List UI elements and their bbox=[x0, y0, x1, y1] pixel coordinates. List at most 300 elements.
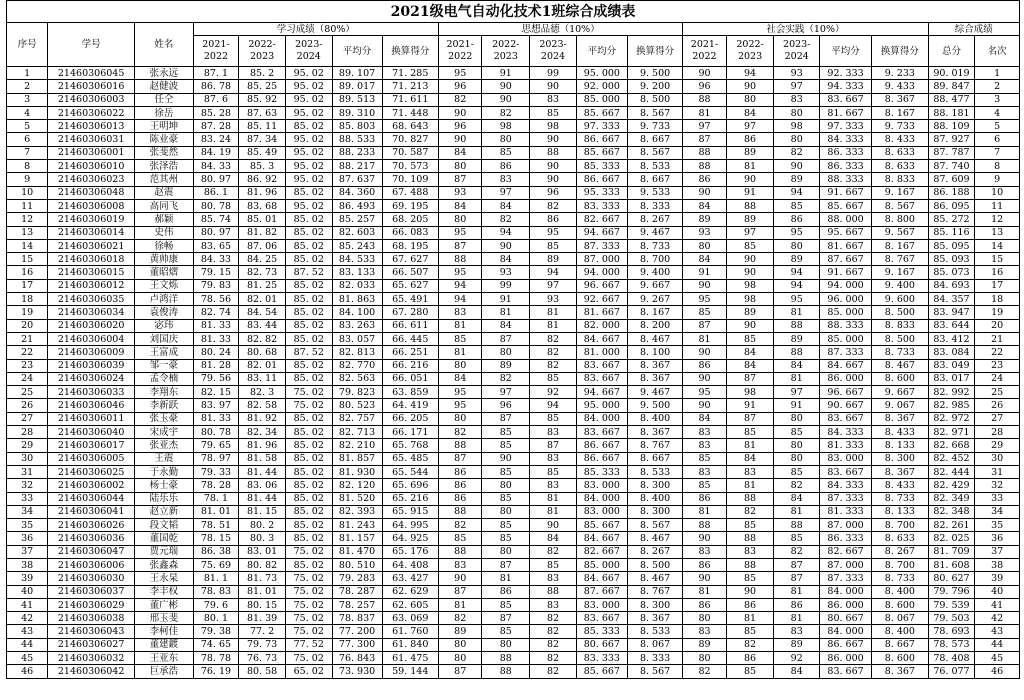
header-student-id: 学号 bbox=[48, 23, 135, 67]
cell-moral-avg: 84. 667 bbox=[576, 532, 627, 545]
cell-social-conv: 8. 633 bbox=[872, 146, 929, 159]
cell-social-conv: 8. 133 bbox=[872, 439, 929, 452]
cell-seq: 13 bbox=[7, 226, 48, 239]
cell-total-score: 86. 188 bbox=[928, 186, 975, 199]
cell-seq: 37 bbox=[7, 545, 48, 558]
cell-social-y2: 94 bbox=[726, 67, 774, 80]
cell-seq: 43 bbox=[7, 625, 48, 638]
cell-student-id: 21460306026 bbox=[48, 519, 135, 532]
cell-study-avg: 82. 813 bbox=[332, 346, 382, 359]
cell-study-y3: 95. 02 bbox=[285, 133, 332, 146]
cell-social-y2: 87 bbox=[726, 372, 774, 385]
cell-rank: 46 bbox=[975, 665, 1020, 678]
cell-rank: 16 bbox=[975, 266, 1020, 279]
cell-moral-y1: 82 bbox=[439, 426, 482, 439]
cell-study-avg: 80. 510 bbox=[332, 558, 382, 571]
cell-study-y1: 80. 24 bbox=[193, 346, 239, 359]
cell-moral-y3: 82 bbox=[530, 665, 577, 678]
cell-study-avg: 84. 533 bbox=[332, 253, 382, 266]
cell-study-y2: 84. 54 bbox=[239, 306, 286, 319]
cell-moral-y1: 88 bbox=[439, 253, 482, 266]
cell-name: 陆乐乐 bbox=[135, 492, 194, 505]
cell-social-y2: 86 bbox=[726, 598, 774, 611]
cell-moral-y2: 80 bbox=[482, 133, 530, 146]
cell-social-avg: 94. 000 bbox=[820, 279, 872, 292]
cell-study-y1: 78. 56 bbox=[193, 293, 239, 306]
cell-seq: 19 bbox=[7, 306, 48, 319]
cell-moral-y1: 88 bbox=[439, 545, 482, 558]
cell-study-y1: 86. 78 bbox=[193, 80, 239, 93]
cell-moral-avg: 94. 000 bbox=[576, 266, 627, 279]
cell-moral-avg: 83. 667 bbox=[576, 426, 627, 439]
cell-moral-y1: 88 bbox=[439, 505, 482, 518]
cell-moral-avg: 82. 667 bbox=[576, 545, 627, 558]
cell-moral-avg: 83. 667 bbox=[576, 359, 627, 372]
cell-rank: 45 bbox=[975, 652, 1020, 665]
cell-social-y3: 86 bbox=[774, 213, 820, 226]
cell-social-y2: 98 bbox=[726, 279, 774, 292]
cell-social-conv: 8. 367 bbox=[872, 465, 929, 478]
cell-social-y3: 89 bbox=[774, 253, 820, 266]
cell-name: 张斐然 bbox=[135, 146, 194, 159]
cell-student-id: 21460306040 bbox=[48, 426, 135, 439]
cell-social-avg: 82. 667 bbox=[820, 545, 872, 558]
cell-study-conv: 66. 445 bbox=[382, 332, 439, 345]
cell-moral-y2: 88 bbox=[482, 665, 530, 678]
cell-social-y1: 80 bbox=[683, 239, 726, 252]
cell-study-conv: 63. 859 bbox=[382, 386, 439, 399]
cell-social-conv: 8. 067 bbox=[872, 612, 929, 625]
cell-moral-avg: 95. 000 bbox=[576, 399, 627, 412]
cell-study-y2: 81. 58 bbox=[239, 452, 286, 465]
cell-social-avg: 85. 000 bbox=[820, 306, 872, 319]
cell-moral-conv: 8. 267 bbox=[627, 545, 682, 558]
cell-rank: 21 bbox=[975, 332, 1020, 345]
cell-moral-y1: 96 bbox=[439, 80, 482, 93]
cell-social-y1: 91 bbox=[683, 266, 726, 279]
cell-moral-y3: 89 bbox=[530, 253, 577, 266]
cell-study-y1: 79. 65 bbox=[193, 439, 239, 452]
cell-study-conv: 65. 176 bbox=[382, 545, 439, 558]
header-study-group: 学习成绩（80%） bbox=[193, 23, 438, 36]
cell-study-y1: 78. 15 bbox=[193, 532, 239, 545]
cell-moral-avg: 83. 000 bbox=[576, 479, 627, 492]
cell-social-y3: 82 bbox=[774, 146, 820, 159]
cell-study-y1: 79. 15 bbox=[193, 266, 239, 279]
cell-moral-y2: 90 bbox=[482, 93, 530, 106]
cell-student-id: 21460306014 bbox=[48, 226, 135, 239]
cell-seq: 10 bbox=[7, 186, 48, 199]
cell-social-conv: 8. 167 bbox=[872, 106, 929, 119]
cell-study-avg: 85. 803 bbox=[332, 120, 382, 133]
cell-seq: 3 bbox=[7, 93, 48, 106]
cell-study-y3: 85. 02 bbox=[285, 332, 332, 345]
cell-moral-y3: 98 bbox=[530, 120, 577, 133]
cell-study-y1: 81. 01 bbox=[193, 505, 239, 518]
table-row bbox=[7, 638, 1020, 651]
cell-social-conv: 8. 800 bbox=[872, 213, 929, 226]
cell-moral-y3: 96 bbox=[530, 186, 577, 199]
cell-study-avg: 84. 100 bbox=[332, 306, 382, 319]
cell-seq: 7 bbox=[7, 146, 48, 159]
cell-study-y1: 80. 78 bbox=[193, 199, 239, 212]
cell-study-y2: 82. 01 bbox=[239, 293, 286, 306]
cell-name: 赵震 bbox=[135, 186, 194, 199]
cell-social-conv: 9. 233 bbox=[872, 67, 929, 80]
cell-student-id: 21460306041 bbox=[48, 505, 135, 518]
cell-study-y1: 84. 19 bbox=[193, 146, 239, 159]
cell-moral-conv: 8. 500 bbox=[627, 558, 682, 571]
cell-name: 贾元瑞 bbox=[135, 545, 194, 558]
cell-social-y2: 97 bbox=[726, 120, 774, 133]
cell-study-y2: 81. 25 bbox=[239, 279, 286, 292]
cell-study-y3: 75. 02 bbox=[285, 652, 332, 665]
cell-total-score: 83. 049 bbox=[928, 359, 975, 372]
cell-moral-conv: 8. 667 bbox=[627, 452, 682, 465]
header-moral-conv: 换算得分 bbox=[627, 36, 682, 67]
cell-total-score: 82. 971 bbox=[928, 426, 975, 439]
cell-social-conv: 8. 133 bbox=[872, 505, 929, 518]
cell-study-y1: 85. 74 bbox=[193, 213, 239, 226]
cell-seq: 28 bbox=[7, 426, 48, 439]
cell-study-y3: 85. 02 bbox=[285, 412, 332, 425]
cell-moral-y2: 80 bbox=[482, 505, 530, 518]
cell-study-conv: 71. 213 bbox=[382, 80, 439, 93]
cell-social-y1: 80 bbox=[683, 612, 726, 625]
cell-study-avg: 82. 393 bbox=[332, 505, 382, 518]
cell-social-y3: 89 bbox=[774, 638, 820, 651]
header-moral-year-2: 2022- 2023 bbox=[482, 36, 530, 67]
cell-total-score: 85. 095 bbox=[928, 239, 975, 252]
cell-rank: 13 bbox=[975, 226, 1020, 239]
cell-rank: 30 bbox=[975, 452, 1020, 465]
cell-study-conv: 66. 216 bbox=[382, 359, 439, 372]
cell-social-avg: 84. 333 bbox=[820, 133, 872, 146]
cell-social-avg: 96. 667 bbox=[820, 386, 872, 399]
table-row bbox=[7, 598, 1020, 611]
header-moral-year-3: 2023- 2024 bbox=[530, 36, 577, 67]
cell-moral-y3: 81 bbox=[530, 306, 577, 319]
cell-student-id: 21460306045 bbox=[48, 67, 135, 80]
cell-student-id: 21460306023 bbox=[48, 173, 135, 186]
table-body bbox=[7, 67, 1020, 679]
cell-social-y3: 81 bbox=[774, 585, 820, 598]
table-row bbox=[7, 160, 1020, 173]
cell-rank: 8 bbox=[975, 160, 1020, 173]
cell-study-y3: 95. 02 bbox=[285, 93, 332, 106]
table-row bbox=[7, 266, 1020, 279]
cell-study-avg: 82. 713 bbox=[332, 426, 382, 439]
cell-moral-conv: 8. 467 bbox=[627, 332, 682, 345]
cell-social-y1: 83 bbox=[683, 545, 726, 558]
cell-name: 张亚杰 bbox=[135, 439, 194, 452]
cell-social-avg: 97. 333 bbox=[820, 120, 872, 133]
cell-study-y1: 79. 6 bbox=[193, 598, 239, 611]
cell-social-avg: 86. 667 bbox=[820, 638, 872, 651]
cell-moral-conv: 8. 467 bbox=[627, 532, 682, 545]
table-row bbox=[7, 652, 1020, 665]
cell-moral-y2: 86 bbox=[482, 585, 530, 598]
cell-social-y3: 87 bbox=[774, 572, 820, 585]
cell-social-y1: 81 bbox=[683, 505, 726, 518]
cell-social-y3: 80 bbox=[774, 106, 820, 119]
cell-social-conv: 8. 300 bbox=[872, 452, 929, 465]
cell-moral-y3: 85 bbox=[530, 558, 577, 571]
cell-study-conv: 70. 587 bbox=[382, 146, 439, 159]
cell-moral-y2: 87 bbox=[482, 558, 530, 571]
cell-social-y2: 90 bbox=[726, 319, 774, 332]
cell-social-avg: 84. 000 bbox=[820, 625, 872, 638]
cell-seq: 35 bbox=[7, 519, 48, 532]
cell-seq: 32 bbox=[7, 479, 48, 492]
cell-name: 赵立新 bbox=[135, 505, 194, 518]
cell-study-y2: 85. 2 bbox=[239, 67, 286, 80]
cell-study-y2: 80. 2 bbox=[239, 519, 286, 532]
cell-study-avg: 77. 200 bbox=[332, 625, 382, 638]
cell-study-avg: 73. 930 bbox=[332, 665, 382, 678]
cell-social-conv: 8. 833 bbox=[872, 319, 929, 332]
cell-moral-y1: 82 bbox=[439, 519, 482, 532]
cell-study-y2: 84. 25 bbox=[239, 253, 286, 266]
cell-rank: 29 bbox=[975, 439, 1020, 452]
cell-name: 李柯佳 bbox=[135, 625, 194, 638]
cell-moral-avg: 80. 667 bbox=[576, 638, 627, 651]
cell-name: 王亚东 bbox=[135, 652, 194, 665]
cell-name: 孟令楠 bbox=[135, 372, 194, 385]
cell-study-y3: 75. 02 bbox=[285, 572, 332, 585]
cell-name: 史伟 bbox=[135, 226, 194, 239]
cell-moral-y2: 87 bbox=[482, 332, 530, 345]
cell-social-y1: 85 bbox=[683, 306, 726, 319]
cell-study-avg: 81. 470 bbox=[332, 545, 382, 558]
cell-study-y2: 80. 3 bbox=[239, 532, 286, 545]
cell-social-avg: 85. 667 bbox=[820, 199, 872, 212]
cell-seq: 22 bbox=[7, 346, 48, 359]
cell-study-y2: 80. 82 bbox=[239, 558, 286, 571]
cell-name: 董国乾 bbox=[135, 532, 194, 545]
cell-social-avg: 88. 333 bbox=[820, 173, 872, 186]
header-moral-avg: 平均分 bbox=[576, 36, 627, 67]
cell-social-y3: 82 bbox=[774, 479, 820, 492]
cell-moral-conv: 8. 267 bbox=[627, 213, 682, 226]
cell-moral-conv: 8. 367 bbox=[627, 426, 682, 439]
cell-study-y2: 81. 96 bbox=[239, 186, 286, 199]
cell-study-y1: 79. 33 bbox=[193, 465, 239, 478]
cell-total-score: 82. 985 bbox=[928, 399, 975, 412]
cell-moral-y1: 94 bbox=[439, 293, 482, 306]
cell-study-y3: 95. 02 bbox=[285, 173, 332, 186]
cell-student-id: 21460306024 bbox=[48, 372, 135, 385]
cell-study-avg: 76. 843 bbox=[332, 652, 382, 665]
cell-study-conv: 63. 069 bbox=[382, 612, 439, 625]
cell-name: 郝颖 bbox=[135, 213, 194, 226]
table-row bbox=[7, 80, 1020, 93]
cell-moral-y1: 82 bbox=[439, 612, 482, 625]
cell-social-y1: 90 bbox=[683, 372, 726, 385]
header-moral-year-1: 2021- 2022 bbox=[439, 36, 482, 67]
header-study-avg: 平均分 bbox=[332, 36, 382, 67]
cell-study-conv: 68. 205 bbox=[382, 213, 439, 226]
cell-social-conv: 8. 633 bbox=[872, 532, 929, 545]
cell-study-y1: 81. 33 bbox=[193, 319, 239, 332]
cell-social-y2: 83 bbox=[726, 465, 774, 478]
cell-social-y3: 89 bbox=[774, 173, 820, 186]
cell-moral-y3: 83 bbox=[530, 598, 577, 611]
cell-study-y2: 85. 49 bbox=[239, 146, 286, 159]
cell-moral-avg: 87. 000 bbox=[576, 253, 627, 266]
cell-name: 徐畅 bbox=[135, 239, 194, 252]
table-row bbox=[7, 173, 1020, 186]
cell-moral-avg: 85. 333 bbox=[576, 625, 627, 638]
cell-social-conv: 8. 633 bbox=[872, 160, 929, 173]
cell-study-y1: 79. 83 bbox=[193, 279, 239, 292]
cell-study-y3: 85. 02 bbox=[285, 479, 332, 492]
cell-moral-conv: 8. 367 bbox=[627, 359, 682, 372]
cell-social-y1: 87 bbox=[683, 319, 726, 332]
cell-moral-y2: 90 bbox=[482, 80, 530, 93]
cell-study-y2: 81. 96 bbox=[239, 439, 286, 452]
cell-student-id: 21460306011 bbox=[48, 412, 135, 425]
cell-study-y1: 83. 97 bbox=[193, 399, 239, 412]
cell-rank: 9 bbox=[975, 173, 1020, 186]
table-row bbox=[7, 665, 1020, 678]
cell-moral-y1: 81 bbox=[439, 346, 482, 359]
cell-social-conv: 8. 600 bbox=[872, 652, 929, 665]
cell-social-y2: 88 bbox=[726, 558, 774, 571]
cell-study-conv: 61. 475 bbox=[382, 652, 439, 665]
cell-study-conv: 66. 611 bbox=[382, 319, 439, 332]
cell-moral-y1: 86 bbox=[439, 465, 482, 478]
cell-study-avg: 77. 300 bbox=[332, 638, 382, 651]
cell-study-conv: 66. 083 bbox=[382, 226, 439, 239]
cell-moral-avg: 92. 667 bbox=[576, 293, 627, 306]
cell-moral-avg: 86. 667 bbox=[576, 133, 627, 146]
cell-moral-y1: 84 bbox=[439, 199, 482, 212]
cell-rank: 19 bbox=[975, 306, 1020, 319]
cell-social-y3: 81 bbox=[774, 372, 820, 385]
cell-student-id: 21460306038 bbox=[48, 612, 135, 625]
cell-rank: 6 bbox=[975, 133, 1020, 146]
cell-total-score: 88. 477 bbox=[928, 93, 975, 106]
cell-moral-avg: 85. 000 bbox=[576, 93, 627, 106]
cell-study-conv: 66. 171 bbox=[382, 426, 439, 439]
cell-rank: 2 bbox=[975, 80, 1020, 93]
cell-study-y3: 85. 02 bbox=[285, 492, 332, 505]
cell-seq: 41 bbox=[7, 598, 48, 611]
cell-moral-conv: 8. 667 bbox=[627, 133, 682, 146]
cell-social-avg: 83. 667 bbox=[820, 465, 872, 478]
cell-social-y3: 80 bbox=[774, 452, 820, 465]
table-row bbox=[7, 585, 1020, 598]
cell-social-avg: 87. 333 bbox=[820, 346, 872, 359]
cell-social-y2: 98 bbox=[726, 293, 774, 306]
cell-study-y2: 81. 82 bbox=[239, 226, 286, 239]
cell-study-avg: 86. 493 bbox=[332, 199, 382, 212]
cell-social-y2: 81 bbox=[726, 160, 774, 173]
cell-social-conv: 8. 500 bbox=[872, 332, 929, 345]
cell-social-avg: 86. 333 bbox=[820, 532, 872, 545]
cell-moral-conv: 9. 467 bbox=[627, 386, 682, 399]
cell-social-y3: 95 bbox=[774, 293, 820, 306]
cell-moral-avg: 81. 667 bbox=[576, 306, 627, 319]
cell-social-conv: 8. 467 bbox=[872, 359, 929, 372]
cell-seq: 24 bbox=[7, 372, 48, 385]
cell-social-y3: 88 bbox=[774, 319, 820, 332]
cell-moral-conv: 8. 567 bbox=[627, 519, 682, 532]
cell-social-y1: 81 bbox=[683, 585, 726, 598]
cell-social-conv: 8. 367 bbox=[872, 412, 929, 425]
cell-rank: 1 bbox=[975, 67, 1020, 80]
cell-student-id: 21460306019 bbox=[48, 213, 135, 226]
cell-social-y1: 90 bbox=[683, 67, 726, 80]
cell-moral-y1: 84 bbox=[439, 372, 482, 385]
cell-moral-y2: 97 bbox=[482, 186, 530, 199]
cell-social-y3: 85 bbox=[774, 199, 820, 212]
cell-social-conv: 8. 167 bbox=[872, 239, 929, 252]
cell-moral-y2: 83 bbox=[482, 173, 530, 186]
cell-study-y3: 95. 02 bbox=[285, 199, 332, 212]
cell-moral-y2: 85 bbox=[482, 532, 530, 545]
cell-social-y1: 86 bbox=[683, 359, 726, 372]
cell-student-id: 21460306010 bbox=[48, 160, 135, 173]
cell-rank: 35 bbox=[975, 519, 1020, 532]
cell-study-avg: 89. 513 bbox=[332, 93, 382, 106]
cell-student-id: 21460306001 bbox=[48, 146, 135, 159]
cell-study-y2: 80. 15 bbox=[239, 598, 286, 611]
cell-name: 董建鍍 bbox=[135, 638, 194, 651]
cell-study-avg: 82. 120 bbox=[332, 479, 382, 492]
cell-social-y3: 90 bbox=[774, 160, 820, 173]
cell-social-conv: 9. 567 bbox=[872, 226, 929, 239]
cell-seq: 33 bbox=[7, 492, 48, 505]
cell-social-avg: 95. 667 bbox=[820, 226, 872, 239]
cell-study-y3: 85. 02 bbox=[285, 319, 332, 332]
cell-social-y2: 86 bbox=[726, 652, 774, 665]
cell-study-y1: 78. 78 bbox=[193, 652, 239, 665]
cell-moral-y1: 96 bbox=[439, 120, 482, 133]
cell-moral-avg: 83. 667 bbox=[576, 372, 627, 385]
cell-student-id: 21460306018 bbox=[48, 253, 135, 266]
cell-moral-y2: 88 bbox=[482, 652, 530, 665]
cell-moral-y3: 85 bbox=[530, 372, 577, 385]
cell-moral-y1: 87 bbox=[439, 173, 482, 186]
cell-study-y2: 82. 3 bbox=[239, 386, 286, 399]
cell-study-conv: 65. 544 bbox=[382, 465, 439, 478]
cell-moral-y1: 87 bbox=[439, 665, 482, 678]
cell-seq: 12 bbox=[7, 213, 48, 226]
cell-social-conv: 8. 833 bbox=[872, 173, 929, 186]
cell-social-y3: 84 bbox=[774, 359, 820, 372]
cell-rank: 33 bbox=[975, 492, 1020, 505]
table-row bbox=[7, 439, 1020, 452]
cell-moral-conv: 8. 567 bbox=[627, 146, 682, 159]
cell-seq: 40 bbox=[7, 585, 48, 598]
cell-moral-conv: 9. 500 bbox=[627, 399, 682, 412]
cell-moral-y2: 82 bbox=[482, 106, 530, 119]
cell-name: 董广彬 bbox=[135, 598, 194, 611]
cell-moral-conv: 8. 367 bbox=[627, 372, 682, 385]
cell-moral-y2: 84 bbox=[482, 199, 530, 212]
cell-name: 黄帅康 bbox=[135, 253, 194, 266]
cell-moral-conv: 8. 067 bbox=[627, 638, 682, 651]
cell-study-y1: 84. 33 bbox=[193, 160, 239, 173]
cell-moral-y2: 85 bbox=[482, 519, 530, 532]
score-table bbox=[6, 22, 1020, 679]
cell-student-id: 21460306046 bbox=[48, 399, 135, 412]
cell-moral-avg: 85. 667 bbox=[576, 146, 627, 159]
cell-study-y1: 87. 6 bbox=[193, 93, 239, 106]
cell-study-y2: 85. 01 bbox=[239, 213, 286, 226]
